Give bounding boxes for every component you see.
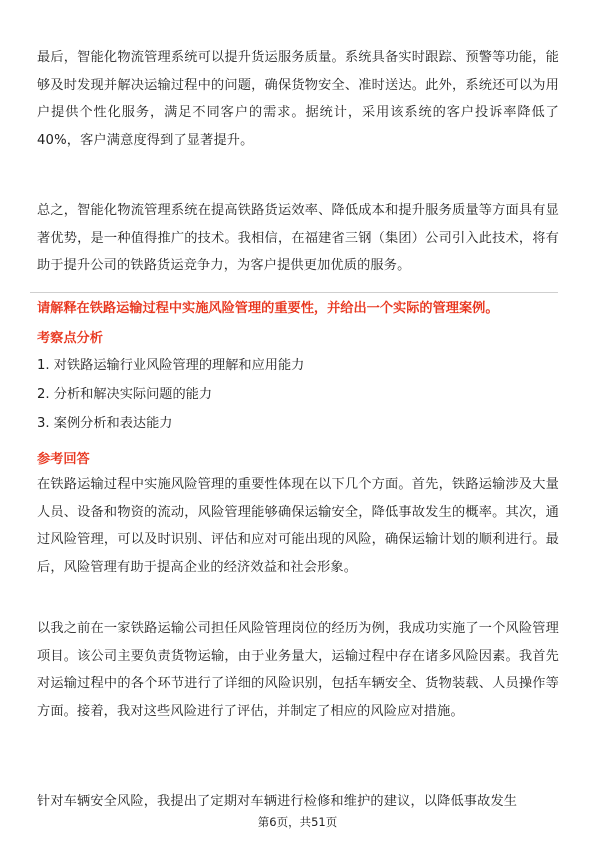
analysis-item-1: 1. 对铁路运输行业风险管理的理解和应用能力	[37, 358, 305, 373]
answer-heading: 参考回答	[37, 452, 90, 467]
paragraph-conclusion: 总之，智能化物流管理系统在提高铁路货运效率、降低成本和提升服务质量等方面具有显著优势，是一种值得推广的技术。我相信，在福建省三钢（集团）公司引入此技术，将有助于提升公司的铁路货运竞争力，为客户提供更加优质的服务。	[37, 203, 559, 273]
interview-question: 请解释在铁路运输过程中实施风险管理的重要性，并给出一个实际的管理案例。	[37, 301, 499, 316]
analysis-item-3: 3. 案例分析和表达能力	[37, 416, 173, 431]
analysis-heading: 考察点分析	[37, 331, 103, 346]
analysis-item-2: 2. 分析和解决实际问题的能力	[37, 387, 213, 402]
page-footer: 第6页，共51页	[257, 815, 338, 829]
section-divider	[30, 292, 558, 293]
answer-paragraph-vehicle-safety: 针对车辆安全风险，我提出了定期对车辆进行检修和维护的建议，以降低事故发生	[37, 794, 518, 809]
answer-paragraph-case: 以我之前在一家铁路运输公司担任风险管理岗位的经历为例，我成功实施了一个风险管理项目。该公司主要负责货物运输，由于业务量大，运输过程中存在诸多风险因素。我首先对运输过程中的各个环节进行了详细的风险识别，包括车辆安全、货物装载、人员操作等方面。接着，我对这些风险进行了评估，并制定了相应的风险应对措施。	[37, 621, 559, 719]
answer-paragraph-importance: 在铁路运输过程中实施风险管理的重要性体现在以下几个方面。首先，铁路运输涉及大量人员、设备和物资的流动，风险管理能够确保运输安全，降低事故发生的概率。其次，通过风险管理，可以及时识别、评估和应对可能出现的风险，确保运输计划的顺利进行。最后，风险管理有助于提高企业的经济效益和社会形象。	[37, 477, 559, 575]
paragraph-service-quality: 最后，智能化物流管理系统可以提升货运服务质量。系统具备实时跟踪、预警等功能，能够及时发现并解决运输过程中的问题，确保货物安全、准时送达。此外，系统还可以为用户提供个性化服务，满足不同客户的需求。据统计，采用该系统的客户投诉率降低了40%，客户满意度得到了显著提升。	[37, 50, 559, 148]
